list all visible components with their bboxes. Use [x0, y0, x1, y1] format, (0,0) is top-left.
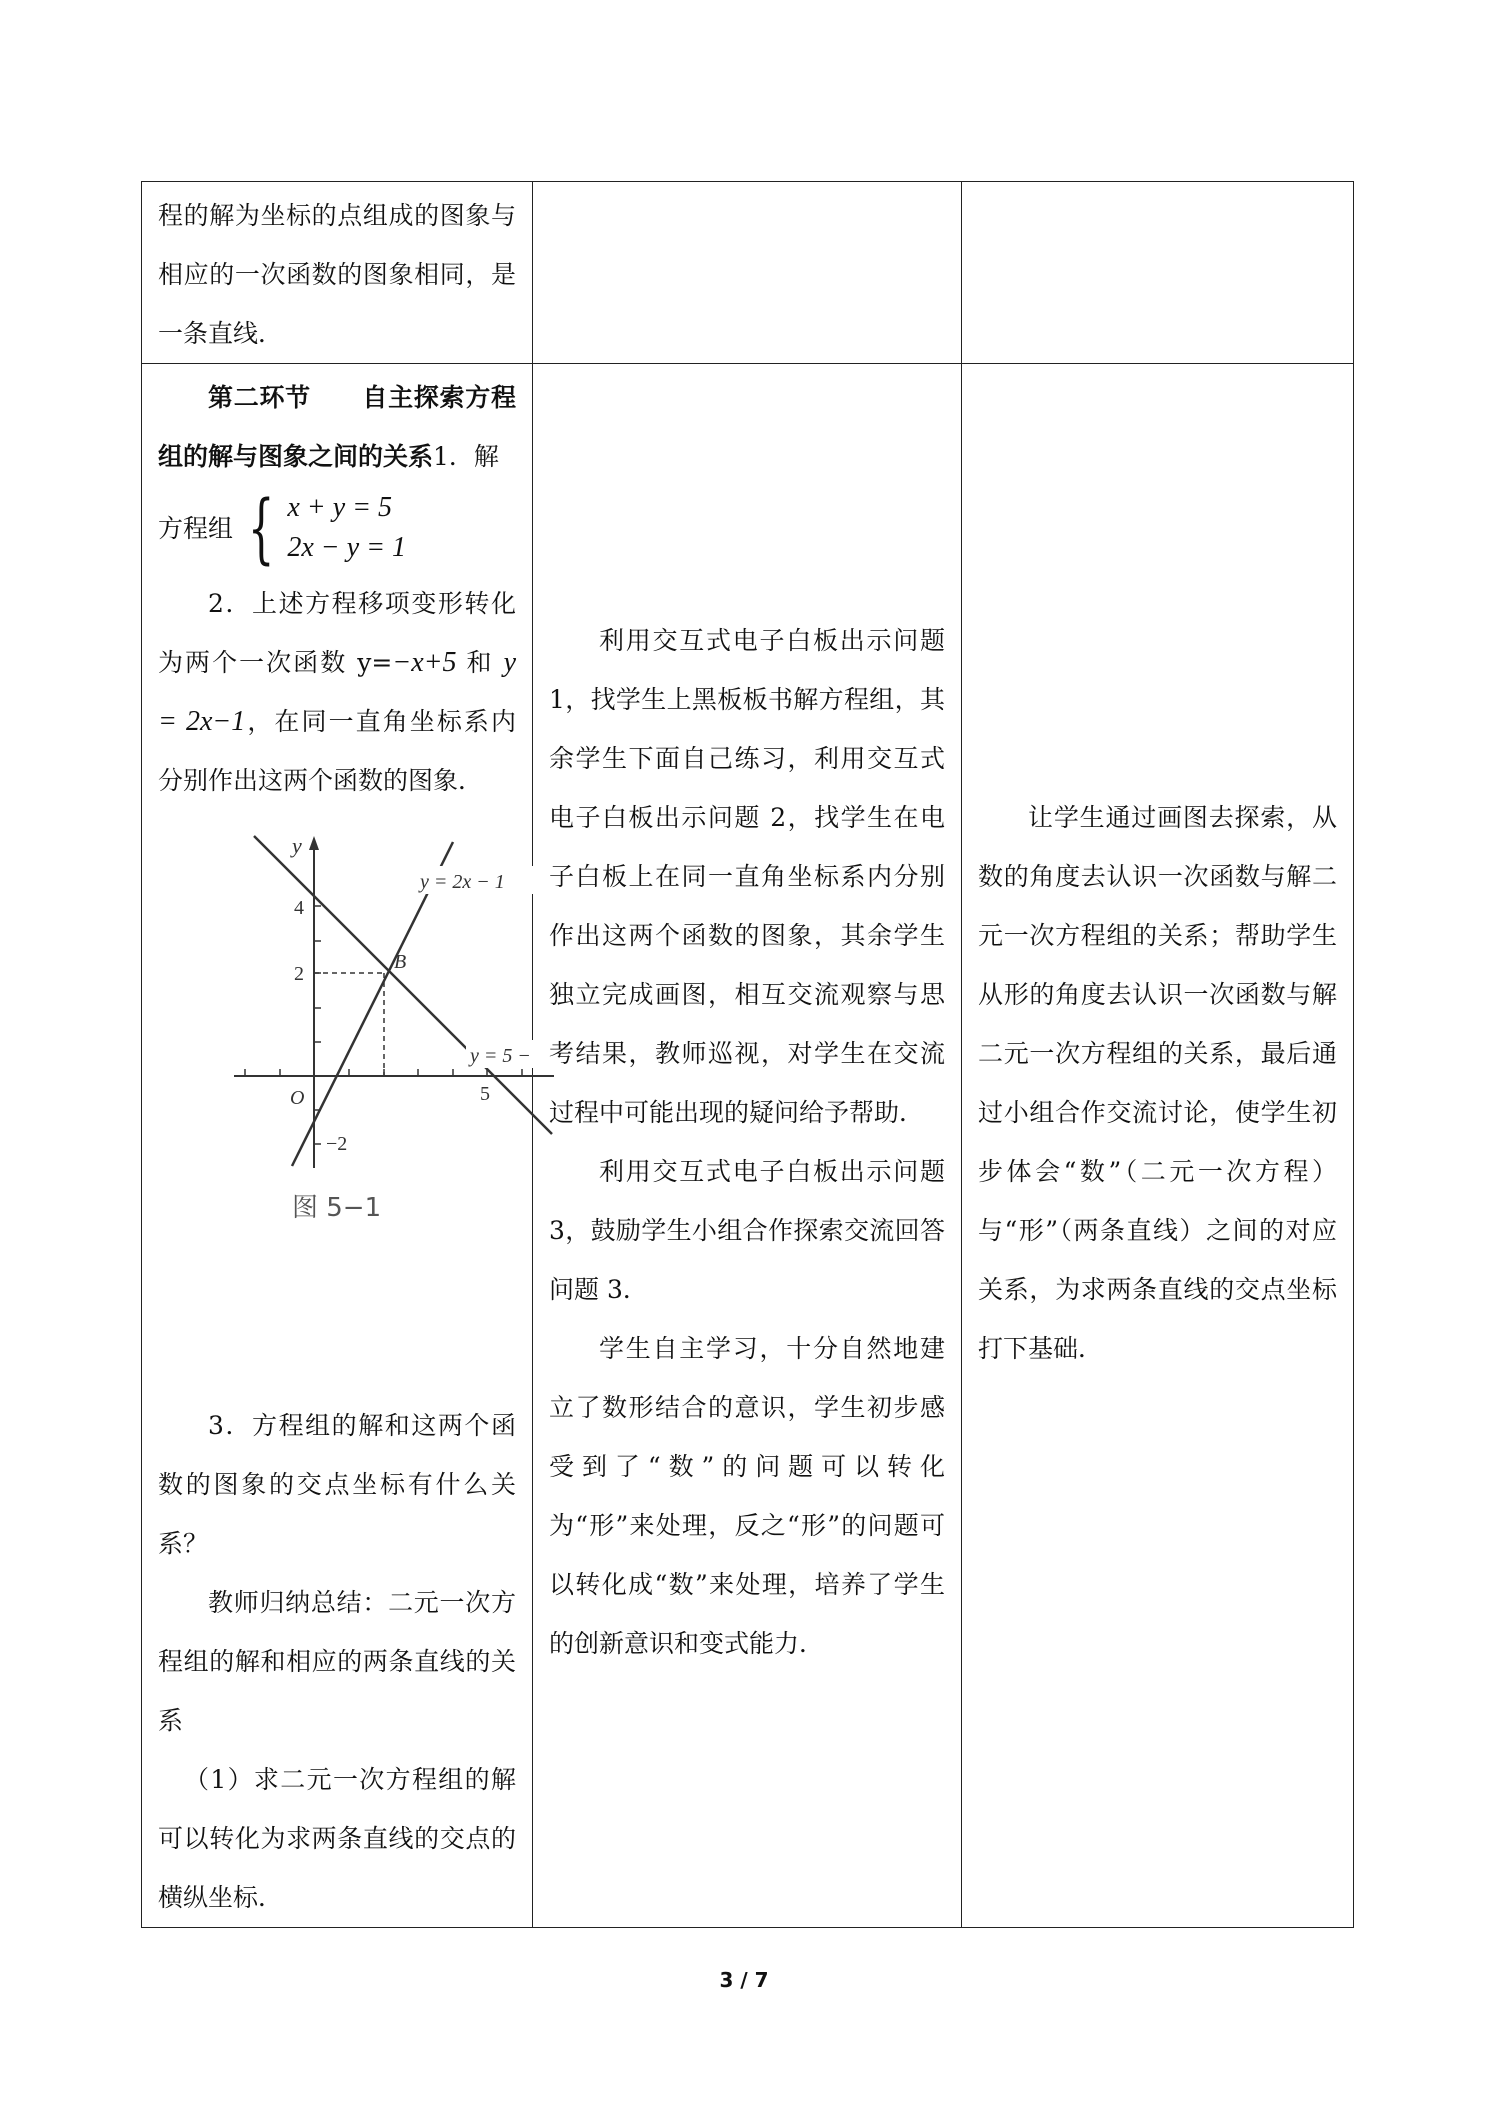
equation-label: 方程组	[158, 513, 234, 543]
teacher-activity-paragraph-2: 利用交互式电子白板出示问题3，鼓励学生小组合作探索交流回答问题 3．	[549, 1157, 945, 1304]
table-row	[142, 182, 1354, 364]
function-1: −x+5	[392, 647, 457, 678]
cell-text	[533, 182, 961, 186]
function-graph	[234, 828, 554, 1238]
lesson-plan-table	[141, 181, 1354, 1928]
equation-system	[158, 483, 516, 572]
heading-text: 第二环节 自主探索方程组的解与图象之间的关系	[158, 383, 516, 471]
table-cell	[533, 364, 962, 1928]
summary-text: 教师归纳总结：二元一次方程组的解和相应的两条直线的关系	[158, 1588, 516, 1735]
axis-ticks	[245, 906, 522, 1144]
tick-label-neg2: −2	[326, 1133, 348, 1155]
arrow-up-icon	[309, 836, 319, 850]
cell-text: 程的解为坐标的点组成的图象与相应的一次函数的图象相同，是一条直线．	[158, 201, 516, 348]
line-1-label: y = 2x − 1	[420, 871, 505, 893]
brace-icon: {	[247, 483, 275, 572]
teacher-activity-paragraph-1: 利用交互式电子白板出示问题1，找学生上黑板板书解方程组，其余学生下面自己练习，利用交互式电子白板出示问题 2，找学生在电子白板上在同一直角坐标系内分别作出这两个函数的图象，其余学生独立完成画图，相互交流观察与思考结果，教师巡视，对学生在交流过程中可能出现的疑问给予帮助．	[549, 626, 945, 1127]
teacher-activity-paragraph-3: 学生自主学习，十分自然地建立了数形结合的意识，学生初步感受到了“数”的问题可以转化为“形”来处理，反之“形”的问题可以转化成“数”来处理，培养了学生的创新意识和变式能力．	[549, 1334, 945, 1658]
y-axis-label: y	[292, 833, 302, 858]
cell-text	[962, 182, 1353, 186]
tick-label-4: 4	[294, 897, 304, 919]
line-2-label: y = 5 −	[470, 1045, 531, 1067]
page-number: 3 / 7	[719, 1968, 769, 1992]
table-cell	[962, 364, 1354, 1928]
table-cell	[142, 364, 533, 1928]
graph-svg	[234, 828, 554, 1238]
question-2-text-b: 和	[456, 648, 504, 677]
point-b-label: B	[394, 951, 407, 973]
point-1-text: （1）求二元一次方程组的解可以转化为求两条直线的交点的横纵坐标．	[158, 1765, 516, 1912]
table-cell	[142, 182, 533, 364]
table-cell	[962, 182, 1354, 364]
section-heading	[158, 368, 516, 486]
figure-caption: 图 5−1	[292, 1193, 382, 1223]
tick-label-2: 2	[294, 963, 304, 985]
equation-2: 2x − y = 1	[287, 532, 407, 563]
question-2	[158, 574, 516, 810]
equation-1: x + y = 5	[287, 492, 393, 523]
question-1-prefix: 1．解	[433, 442, 499, 471]
question-2-text-a: 2．上述方程移项变形转化为两个一次函数 y=	[158, 589, 516, 677]
table-row	[142, 364, 1354, 1928]
origin-label: O	[290, 1087, 305, 1109]
function-2: y = 2x−1	[158, 647, 516, 737]
table-cell	[533, 182, 962, 364]
question-3: 3．方程组的解和这两个函数的图象的交点坐标有什么关系？	[158, 1411, 516, 1558]
question-2-text-c: ，在同一直角坐标系内分别作出这两个函数的图象．	[158, 707, 516, 795]
design-intent-paragraph: 让学生通过画图去探索，从数的角度去认识一次函数与解二元一次方程组的关系；帮助学生从形的角度去认识一次函数与解二元一次方程组的关系，最后通过小组合作交流讨论，使学生初步体会“数”（二元一次方程）与“形”（两条直线）之间的对应关系，为求两条直线的交点坐标打下基础．	[978, 803, 1337, 1363]
tick-label-5: 5	[480, 1083, 490, 1105]
